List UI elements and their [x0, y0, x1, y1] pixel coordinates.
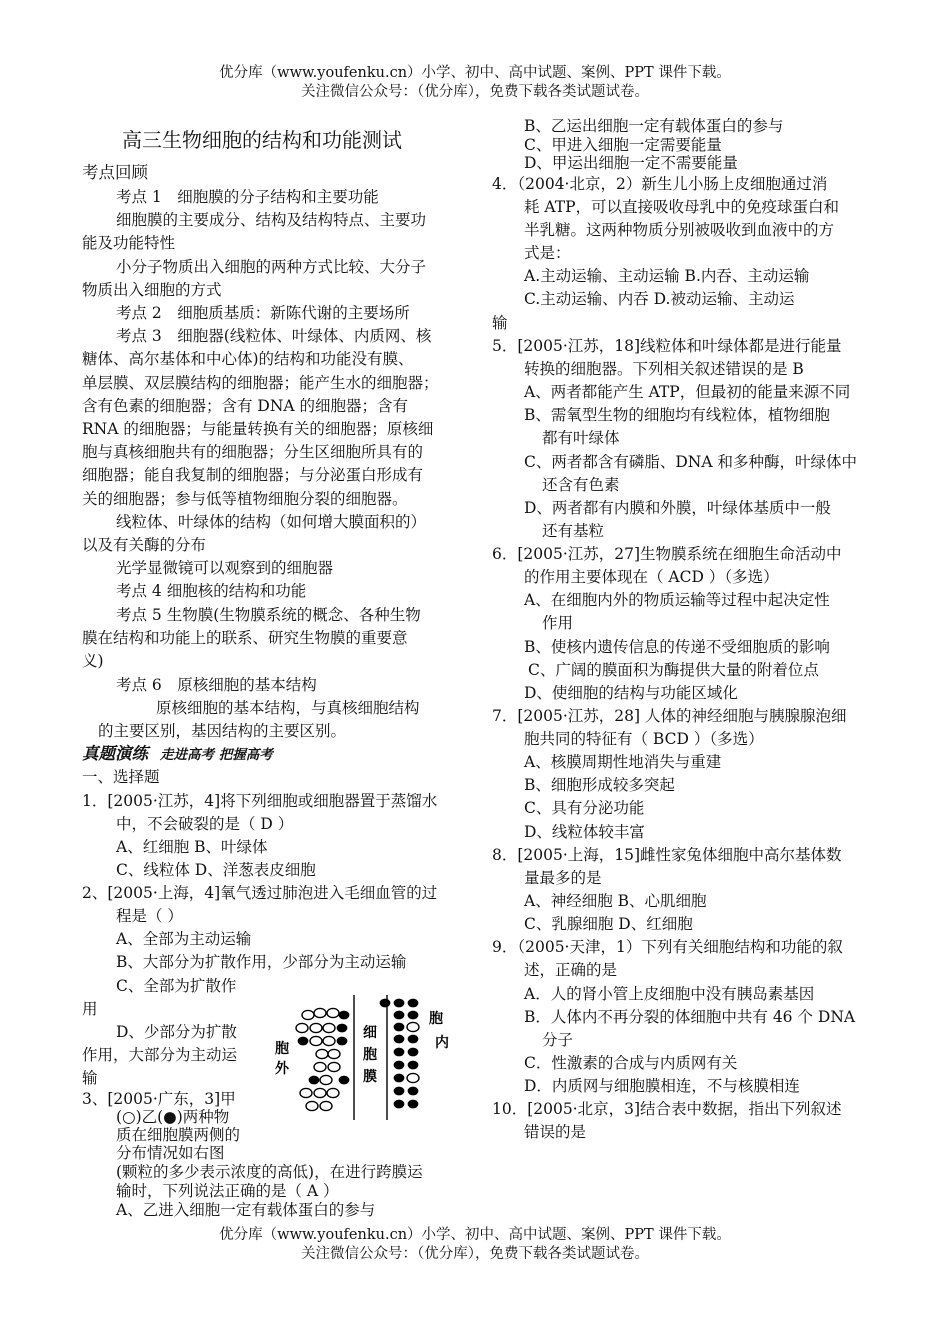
- inside-label-char-2: 内: [435, 1035, 449, 1051]
- option-line: 输: [82, 1069, 98, 1087]
- option-line: B、需氧型生物的细胞均有线粒体，植物细胞: [524, 406, 830, 424]
- review-line: 考点 3 细胞器(线粒体、叶绿体、内质网、核: [116, 327, 432, 345]
- review-line: 光学显微镜可以观察到的细胞器: [116, 559, 334, 577]
- question-line: 10．[2005·北京，3]结合表中数据，指出下列叙述: [492, 1100, 842, 1118]
- membrane-label-char-3: 膜: [363, 1069, 377, 1085]
- option-line: D、甲运出细胞一定不需要能量: [524, 154, 738, 172]
- review-line: 的主要区别，基因结构的主要区别。: [98, 722, 347, 740]
- membrane-diagram: [272, 995, 452, 1120]
- option-line: D、少部分为扩散: [116, 1023, 237, 1041]
- option-line: A、在细胞内外的物质运输等过程中起决定性: [524, 591, 830, 609]
- question-line: 胞共同的特征有（ BCD ）（多选）: [524, 730, 764, 748]
- option-line: A.主动运输、主动运输 B.内吞、主动运输: [524, 267, 810, 285]
- membrane-label-char-1: 细: [363, 1025, 377, 1041]
- option-line: C、广阔的膜面积为酶提供大量的附着位点: [528, 661, 819, 679]
- zhenti-sub: 走进高考 把握高考: [160, 747, 273, 763]
- option-line: C、线粒体 D、洋葱表皮细胞: [116, 861, 316, 879]
- footer-line-1: 优分库（www.youfenku.cn）小学、初中、高中试题、案例、PPT 课件下载。: [219, 1227, 731, 1243]
- option-line: B、使核内遗传信息的传递不受细胞质的影响: [524, 638, 830, 656]
- review-line: 考点 4 细胞核的结构和功能: [116, 582, 307, 600]
- question-line: 质在细胞膜两侧的: [116, 1126, 241, 1144]
- option-line: C、全部为扩散作: [116, 977, 237, 995]
- option-line: 输: [492, 314, 508, 332]
- question-line: (○)乙(●)两种物: [116, 1108, 230, 1126]
- option-line: B．人体内不再分裂的体细胞中共有 46 个 DNA: [524, 1008, 856, 1026]
- question-line: 4．（2004·北京，2）新生儿小肠上皮细胞通过消: [492, 175, 828, 193]
- option-line: C.主动运输、内吞 D.被动运输、主动运: [524, 290, 795, 308]
- review-line: 线粒体、叶绿体的结构（如何增大膜面积的）: [116, 513, 427, 531]
- review-line: 糖体、高尔基体和中心体)的结构和功能没有膜、: [82, 350, 414, 368]
- review-line: 关的细胞器；参与低等植物细胞分裂的细胞器。: [82, 490, 408, 508]
- review-line: 细胞膜的主要成分、结构及结构特点、主要功: [116, 211, 427, 229]
- option-line: D、两者都有内膜和外膜，叶绿体基质中一般: [524, 499, 831, 517]
- outside-label-char-2: 外: [275, 1061, 289, 1077]
- question-line: 1．[2005·江苏，4]将下列细胞或细胞器置于蒸馏水: [82, 792, 438, 810]
- option-line: A、核膜周期性地消失与重建: [524, 753, 722, 771]
- option-line: A、乙进入细胞一定有载体蛋白的参与: [116, 1201, 376, 1219]
- option-line: B、大部分为扩散作用，少部分为主动运输: [116, 953, 407, 971]
- review-line: 考点 2 细胞质基质：新陈代谢的主要场所: [116, 304, 410, 322]
- inside-particles: [380, 999, 419, 1109]
- option-line: A、神经细胞 B、心肌细胞: [524, 892, 707, 910]
- option-line: B、乙运出细胞一定有载体蛋白的参与: [524, 117, 784, 135]
- review-line: 能及功能特性: [82, 234, 176, 252]
- question-line: 程是（ ）: [116, 907, 183, 925]
- option-line: C．性激素的合成与内质网有关: [524, 1054, 738, 1072]
- question-line: 2、[2005·上海，4]氧气透过肺泡进入毛细血管的过: [82, 884, 438, 902]
- option-line: 分子: [542, 1031, 574, 1049]
- review-line: 考点 1 细胞膜的分子结构和主要功能: [116, 188, 379, 206]
- review-line: 单层膜、双层膜结构的细胞器；能产生水的细胞器；: [82, 374, 439, 392]
- inside-label-char-1: 胞: [429, 1011, 443, 1027]
- page-footer: [0, 1226, 950, 1264]
- option-line: A、红细胞 B、叶绿体: [116, 838, 268, 856]
- option-line: A、全部为主动运输: [116, 930, 252, 948]
- option-line: 都有叶绿体: [542, 429, 620, 447]
- question-line: 量最多的是: [524, 869, 602, 887]
- option-line: D、线粒体较丰富: [524, 823, 645, 841]
- review-line: 以及有关酶的分布: [82, 536, 207, 554]
- option-line: 还含有色素: [542, 476, 620, 494]
- review-line: 义): [82, 652, 104, 670]
- question-line: 述，正确的是: [524, 961, 618, 979]
- review-line: 膜在结构和功能上的联系、研究生物膜的重要意: [82, 629, 408, 647]
- question-line: 3、[2005·广东，3]甲: [82, 1090, 236, 1108]
- option-line: D．内质网与细胞膜相连，不与核膜相连: [524, 1077, 800, 1095]
- review-line: RNA 的细胞器；与能量转换有关的细胞器；原核细: [82, 420, 434, 438]
- question-line: 8．[2005·上海，15]雌性家兔体细胞中高尔基体数: [492, 846, 842, 864]
- review-heading: 考点回顾: [82, 163, 148, 182]
- question-line: 7．[2005·江苏，28] 人体的神经细胞与胰腺腺泡细: [492, 707, 847, 725]
- option-line: D、使细胞的结构与功能区域化: [524, 684, 738, 702]
- review-line: 原核细胞的基本结构，与真核细胞结构: [156, 699, 420, 717]
- question-line: 分布情况如右图: [116, 1144, 225, 1162]
- question-line: 输时，下列说法正确的是（ A ）: [116, 1182, 339, 1200]
- membrane-label-char-2: 胞: [363, 1047, 377, 1063]
- option-line: A．人的肾小管上皮细胞中没有胰岛素基因: [524, 985, 815, 1003]
- review-line: 含有色素的细胞器；含有 DNA 的细胞器；含有: [82, 397, 409, 415]
- question-line: 错误的是: [524, 1123, 587, 1141]
- question-line: (颗粒的多少表示浓度的高低)，在进行跨膜运: [116, 1163, 423, 1181]
- question-line: 转换的细胞器。下列相关叙述错误的是 B: [524, 360, 804, 378]
- option-line: A、两者都能产生 ATP，但最初的能量来源不同: [524, 383, 851, 401]
- zhenti-heading: [82, 744, 273, 765]
- footer-line-2: 关注微信公众号：（优分库），免费下载各类试题试卷。: [301, 1246, 649, 1262]
- question-line: 的作用主要体现在（ ACD ）（多选）: [524, 568, 779, 586]
- question-line: 半乳糖。这两种物质分别被吸收到血液中的方: [524, 221, 835, 239]
- section-heading: 一、选择题: [82, 768, 160, 786]
- option-line: 用: [82, 1000, 98, 1018]
- review-line: 考点 6 原核细胞的基本结构: [116, 676, 317, 694]
- option-line: 作用，大部分为主动运: [82, 1046, 238, 1064]
- option-line: C、乳腺细胞 D、红细胞: [524, 915, 693, 933]
- outside-particles: [296, 1008, 349, 1110]
- question-line: 式是：: [524, 244, 571, 262]
- header-line-1: 优分库（www.youfenku.cn）小学、初中、高中试题、案例、PPT 课件下载。: [219, 65, 731, 81]
- zhenti-main: 真题演练: [82, 744, 148, 763]
- option-line: C、具有分泌功能: [524, 799, 645, 817]
- question-line: 中，不会破裂的是（ D ）: [116, 815, 294, 833]
- page-header: [0, 64, 950, 102]
- question-line: 9．（2005·天津，1）下列有关细胞结构和功能的叙: [492, 938, 843, 956]
- review-line: 考点 5 生物膜(生物膜系统的概念、各种生物: [116, 606, 421, 624]
- header-line-2: 关注微信公众号：（优分库），免费下载各类试题试卷。: [301, 84, 649, 100]
- option-line: C、甲进入细胞一定需要能量: [524, 136, 722, 154]
- outside-label-char-1: 胞: [275, 1041, 289, 1057]
- review-line: 细胞器；能自我复制的细胞器；与分泌蛋白形成有: [82, 466, 424, 484]
- option-line: B、细胞形成较多突起: [524, 776, 675, 794]
- question-line: 5．[2005·江苏，18]线粒体和叶绿体都是进行能量: [492, 337, 842, 355]
- option-line: 还有基粒: [542, 522, 605, 540]
- review-line: 胞与真核细胞共有的细胞器；分生区细胞所具有的: [82, 443, 424, 461]
- review-line: 物质出入细胞的方式: [82, 281, 222, 299]
- question-line: 耗 ATP，可以直接吸收母乳中的免疫球蛋白和: [524, 198, 840, 216]
- review-line: 小分子物质出入细胞的两种方式比较、大分子: [116, 258, 427, 276]
- page-title: 高三生物细胞的结构和功能测试: [122, 128, 402, 152]
- option-line: C、两者都含有磷脂、DNA 和多种酶，叶绿体中: [524, 453, 857, 471]
- option-line: 作用: [542, 614, 574, 632]
- question-line: 6．[2005·江苏，27]生物膜系统在细胞生命活动中: [492, 545, 842, 563]
